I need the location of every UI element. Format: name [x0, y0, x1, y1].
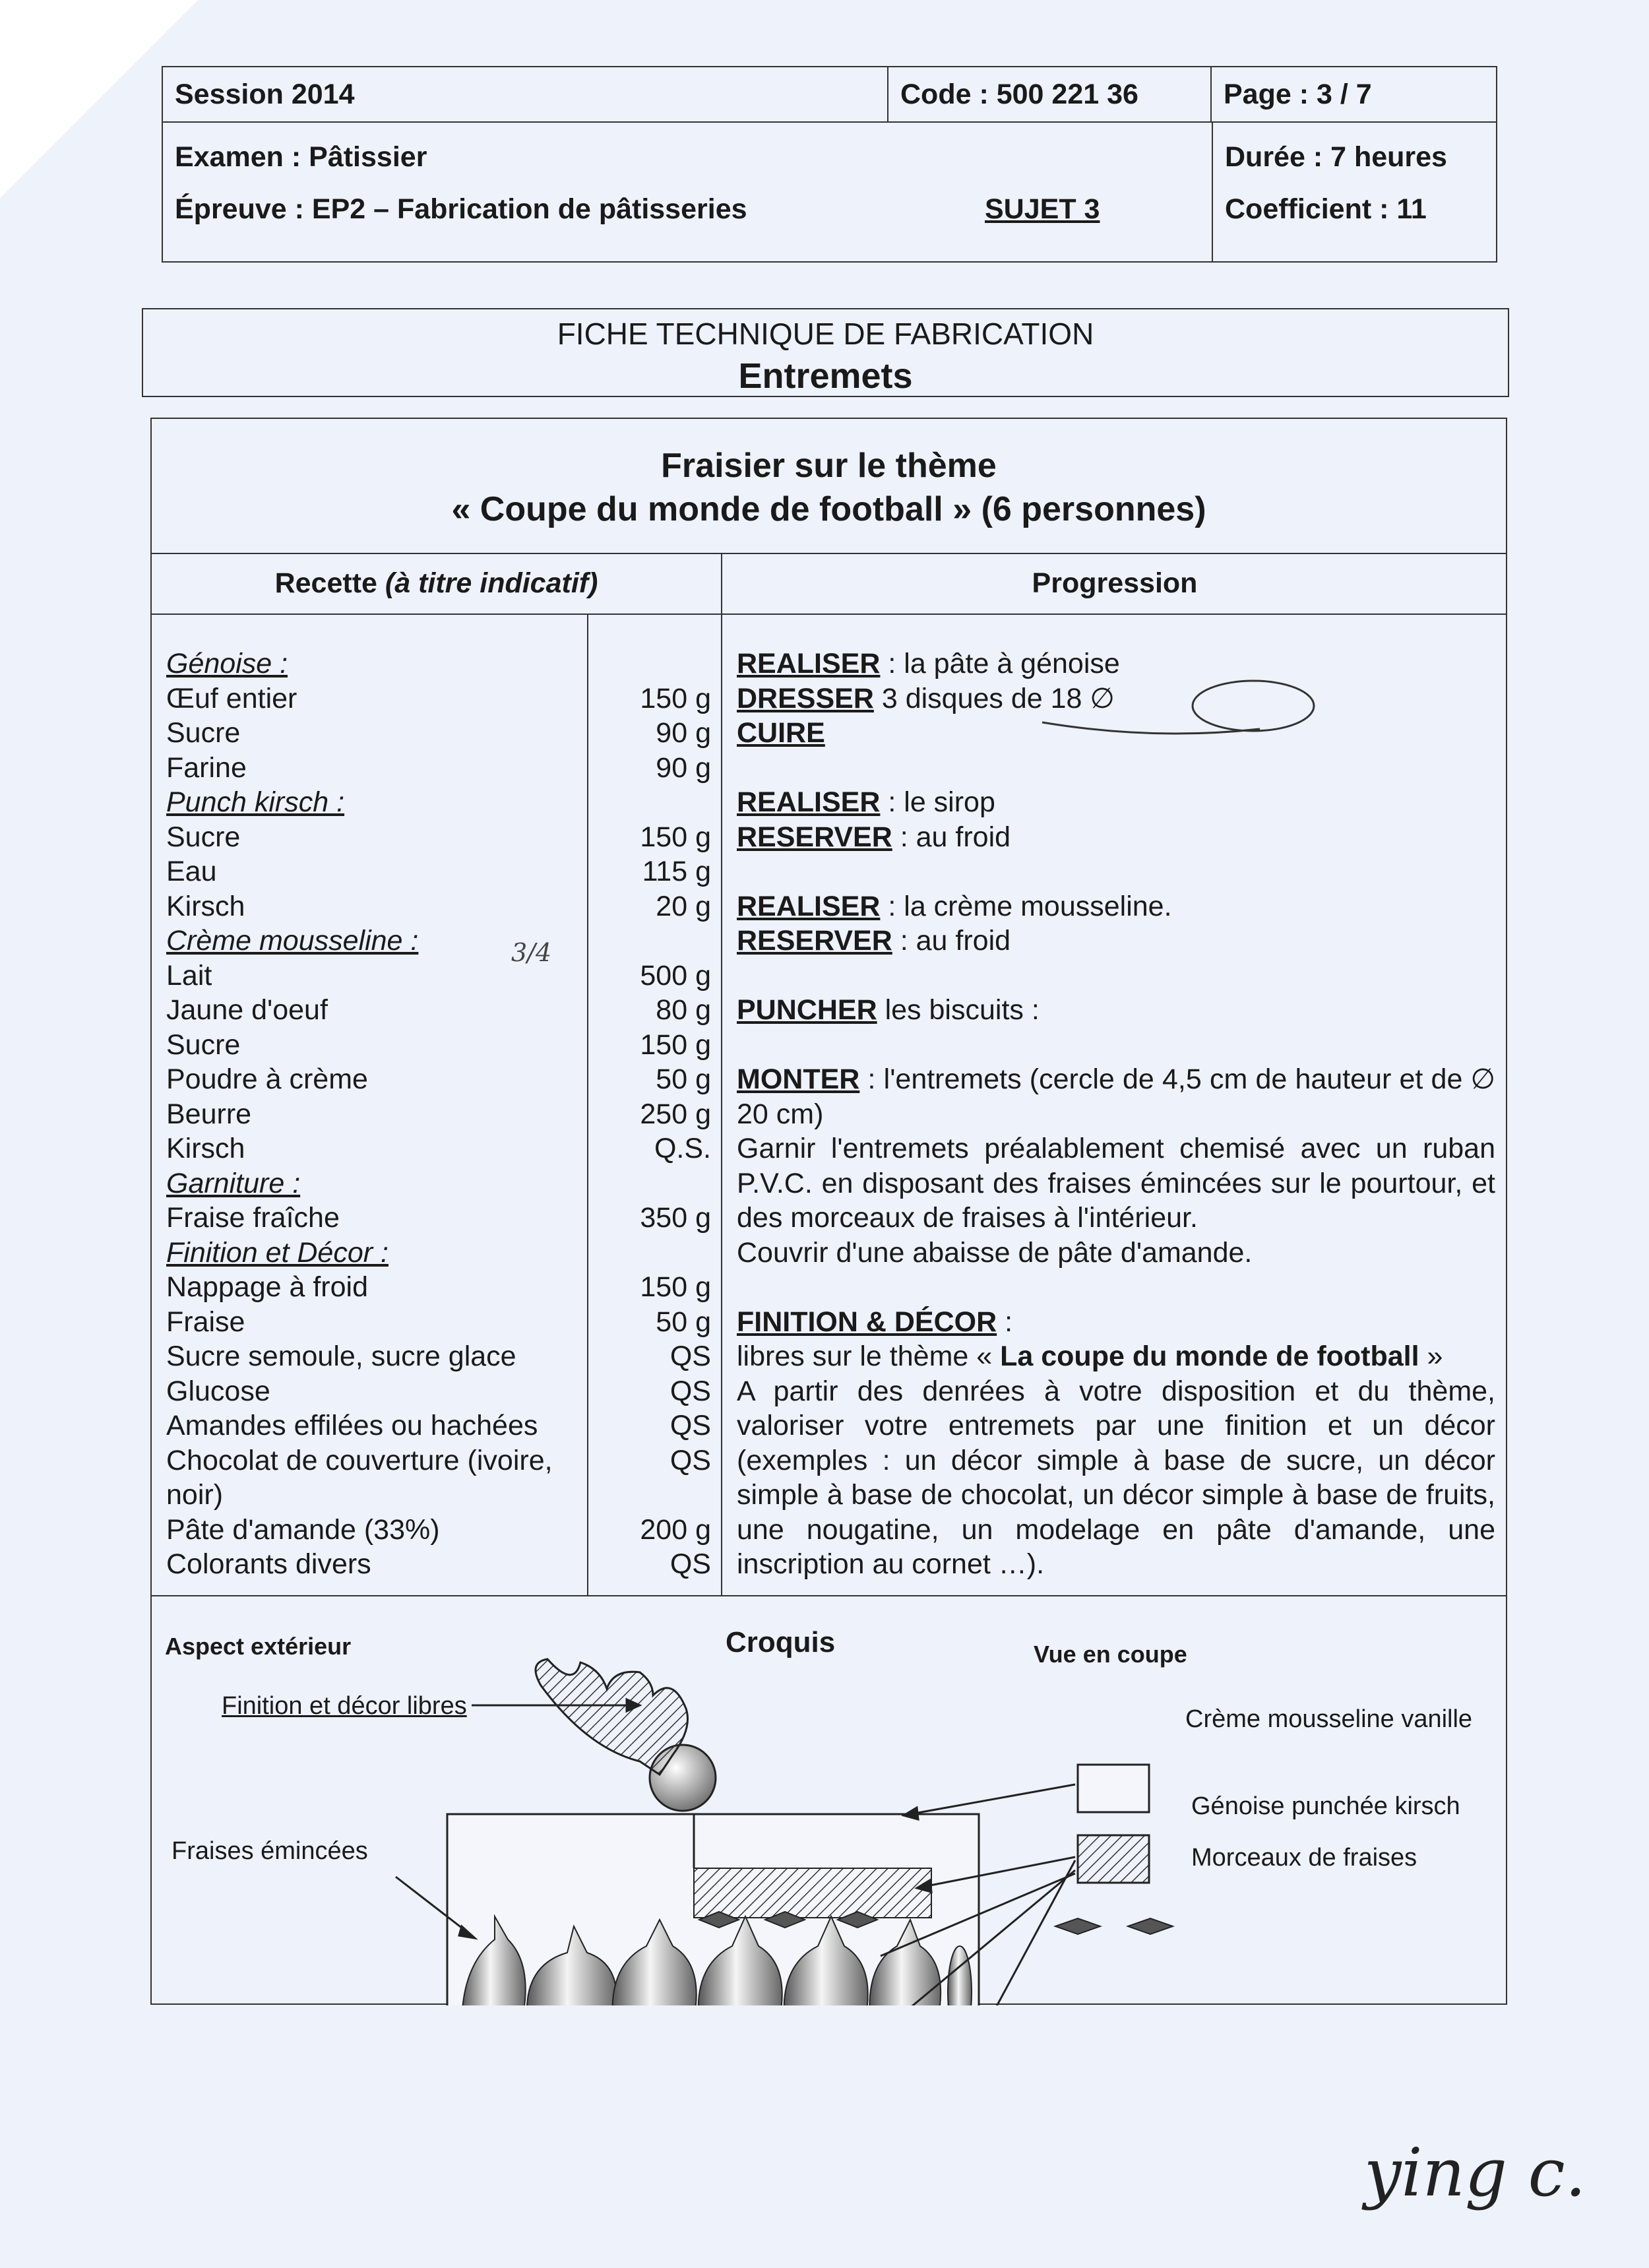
ingredient-list	[166, 646, 582, 1582]
handwritten-circle	[1022, 676, 1319, 742]
divider	[152, 614, 1506, 615]
divider	[587, 614, 588, 1595]
ingredient-name: Eau	[166, 856, 217, 887]
step-text: : la pâte à génoise	[880, 648, 1120, 679]
fiche-title: Entremets	[738, 356, 913, 396]
step-finition	[737, 1305, 1495, 1582]
recipe-title	[152, 444, 1506, 531]
ingredient-quantity: 50 g	[656, 1063, 711, 1095]
keyword: DRESSER	[737, 682, 874, 714]
fraises-label: Fraises émincées	[171, 1837, 368, 1865]
ingredient-section: Génoise :	[166, 648, 288, 679]
ingredient-quantity: QS	[669, 1410, 711, 1441]
ingredient-quantity: 500 g	[640, 959, 711, 992]
handwritten-note: 3/4	[511, 938, 552, 967]
ingredient-section: Punch kirsch :	[166, 786, 345, 818]
ingredient-name: Amandes effilées ou hachées	[166, 1410, 538, 1441]
ingredient-name: Nappage à froid	[166, 1271, 368, 1303]
ingredient-name: Fraise fraîche	[166, 1202, 340, 1234]
fiche-subtitle: FICHE TECHNIQUE DE FABRICATION	[557, 317, 1094, 351]
step-text: Garnir l'entremets préalablement chemisé avec un ruban P.V.C. en disposant des fraises émincées sur le pourtour, et des morceaux de fraises à l'intérieur.	[737, 1133, 1495, 1234]
signature: ying c.	[1364, 2134, 1586, 2211]
ingredient-quantity: 150 g	[640, 1028, 711, 1061]
recipe-title-line1: Fraisier sur le thème	[661, 447, 997, 485]
step-text: les biscuits :	[877, 994, 1040, 1026]
page-cell	[1212, 67, 1496, 123]
sujet-text: SUJET 3	[985, 193, 1100, 225]
progression-text	[737, 646, 1495, 1582]
recette-note: (à titre indicatif)	[385, 567, 598, 599]
step-text: : la crème mousseline.	[880, 890, 1172, 922]
keyword: CUIRE	[737, 717, 825, 749]
aspect-label: Aspect extérieur	[165, 1633, 352, 1660]
ingredient-quantity: QS	[669, 1340, 711, 1372]
recipe-title-line2: « Coupe du monde de football » (6 personnes)	[451, 490, 1206, 528]
divider	[721, 553, 722, 1595]
ingredient-name: Glucose	[166, 1375, 270, 1407]
step-mousseline	[737, 889, 1495, 959]
ingredient-name: Beurre	[166, 1098, 252, 1130]
ingredient-quantity: 150 g	[640, 821, 711, 853]
ingredient-name: Chocolat de couverture (ivoire,	[166, 1444, 553, 1476]
ingredient-name: Sucre semoule, sucre glace	[166, 1340, 516, 1372]
keyword: REALISER	[737, 648, 881, 679]
legend-creme-box	[1078, 1765, 1149, 1812]
progression-header: Progression	[1032, 567, 1198, 599]
ingredient-quantity: 350 g	[640, 1202, 711, 1234]
epreuve-text: Épreuve : EP2 – Fabrication de pâtisseries	[175, 193, 747, 225]
examen-text: Examen : Pâtissier	[175, 141, 427, 173]
code-text: Code : 500 221 36	[900, 78, 1138, 110]
step-text: »	[1419, 1340, 1443, 1372]
ingredient-quantity: 250 g	[640, 1098, 711, 1130]
legend-genoise-box	[1078, 1835, 1149, 1883]
ingredient-quantity	[592, 1236, 711, 1271]
ingredient-quantity: 20 g	[656, 890, 711, 922]
legend-fraises-label: Morceaux de fraises	[1191, 1844, 1417, 1872]
divider	[152, 553, 1506, 554]
ingredient-quantity	[592, 1478, 711, 1513]
step-text: :	[997, 1306, 1013, 1338]
theme-text: La coupe du monde de football	[1000, 1340, 1419, 1372]
legend-genoise-label: Génoise punchée kirsch	[1191, 1792, 1460, 1820]
ingredient-section: Finition et Décor :	[166, 1236, 389, 1269]
ingredient-quantity: 150 g	[640, 1271, 711, 1303]
ingredient-quantity: QS	[669, 1444, 711, 1476]
ingredient-quantity: 90 g	[656, 717, 711, 749]
keyword: RESERVER	[737, 821, 892, 853]
step-text: A partir des denrées à votre disposition et du thème, valoriser votre entremets par une finition et un décor (exemples : un décor simple à base de sucre, un décor simple à base de chocolat, un décor simple à base de fruits, une nougatine, un modelage en pâte d'amande, une inscription au cornet …).	[737, 1375, 1495, 1580]
vue-label: Vue en coupe	[1034, 1641, 1187, 1668]
ingredient-quantity: 50 g	[656, 1306, 711, 1338]
ingredient-name: Poudre à crème	[166, 1063, 368, 1095]
ingredient-quantity: 80 g	[656, 994, 711, 1026]
recette-header	[152, 567, 721, 600]
keyword: MONTER	[737, 1063, 860, 1095]
recette-label: Recette	[274, 567, 377, 599]
ingredient-name: Sucre	[166, 1028, 241, 1061]
keyword: FINITION & DÉCOR	[737, 1306, 997, 1338]
hand-decor-icon	[536, 1659, 688, 1775]
ingredient-name: Farine	[166, 751, 247, 784]
genoise-top-layer	[694, 1868, 931, 1918]
finition-label: Finition et décor libres	[222, 1692, 467, 1720]
step-puncher	[737, 993, 1495, 1028]
ingredient-quantity: 200 g	[640, 1513, 711, 1546]
ingredient-quantity: 90 g	[656, 751, 711, 784]
ingredient-name: Sucre	[166, 821, 241, 853]
keyword: REALISER	[737, 890, 881, 922]
recipe-box	[150, 418, 1507, 2005]
keyword: PUNCHER	[737, 994, 877, 1026]
ingredient-name: Lait	[166, 959, 212, 992]
step-text: : l'entremets (cercle de 4,5 cm de hauteur et de ∅ 20 cm)	[737, 1063, 1495, 1130]
ingredient-quantity	[592, 1166, 711, 1201]
step-text: Couvrir d'une abaisse de pâte d'amande.	[737, 1236, 1253, 1269]
legend-creme-label: Crème mousseline vanille	[1185, 1705, 1473, 1733]
step-text: : le sirop	[880, 786, 995, 818]
step-text: 3 disques de 18 ∅	[873, 682, 1115, 714]
ingredient-section: Crème mousseline :	[166, 925, 419, 957]
session-cell	[163, 67, 888, 123]
keyword: REALISER	[737, 786, 881, 818]
ingredient-quantity	[592, 785, 711, 820]
ingredient-name: Colorants divers	[166, 1548, 371, 1580]
ingredient-quantity: QS	[669, 1548, 711, 1580]
legend-fraises-diamond	[1128, 1918, 1173, 1934]
ingredient-name: Œuf entier	[166, 682, 297, 714]
ingredient-quantity: 150 g	[640, 682, 711, 714]
ingredient-name: Kirsch	[166, 1133, 245, 1164]
ingredient-quantity: QS	[669, 1375, 711, 1407]
ingredient-name: Jaune d'oeuf	[166, 994, 328, 1026]
strawberry-pieces	[699, 1912, 877, 1928]
fiche-title-box	[142, 308, 1509, 397]
ingredient-name: Kirsch	[166, 890, 245, 922]
ingredient-name: Fraise	[166, 1306, 245, 1338]
ingredient-quantity: Q.S.	[654, 1133, 711, 1164]
ingredient-quantity: 115 g	[642, 856, 711, 887]
duree-text: Durée : 7 heures	[1225, 141, 1447, 173]
keyword: RESERVER	[737, 925, 892, 957]
cross-section-drawing	[152, 1596, 1506, 2005]
ingredient-name: noir)	[166, 1479, 224, 1511]
step-text: : au froid	[892, 925, 1011, 957]
code-cell	[888, 67, 1212, 123]
coefficient-text: Coefficient : 11	[1225, 193, 1427, 225]
ingredient-name: Sucre	[166, 717, 241, 749]
step-monter	[737, 1062, 1495, 1270]
ingredient-quantity	[592, 924, 711, 959]
ingredient-quantity	[592, 646, 711, 681]
step-text: libres sur le thème «	[737, 1340, 1001, 1372]
session-text: Session 2014	[175, 78, 355, 110]
ingredient-name: Pâte d'amande (33%)	[166, 1513, 440, 1546]
step-text: : au froid	[892, 821, 1011, 853]
page-number: Page : 3 / 7	[1224, 78, 1372, 110]
step-sirop	[737, 785, 1495, 854]
header-table	[162, 66, 1497, 263]
ingredient-section: Garniture :	[166, 1167, 301, 1199]
croquis-label: Croquis	[726, 1626, 836, 1658]
legend-fraises-diamond	[1055, 1918, 1100, 1934]
quantity-list	[592, 646, 711, 1582]
